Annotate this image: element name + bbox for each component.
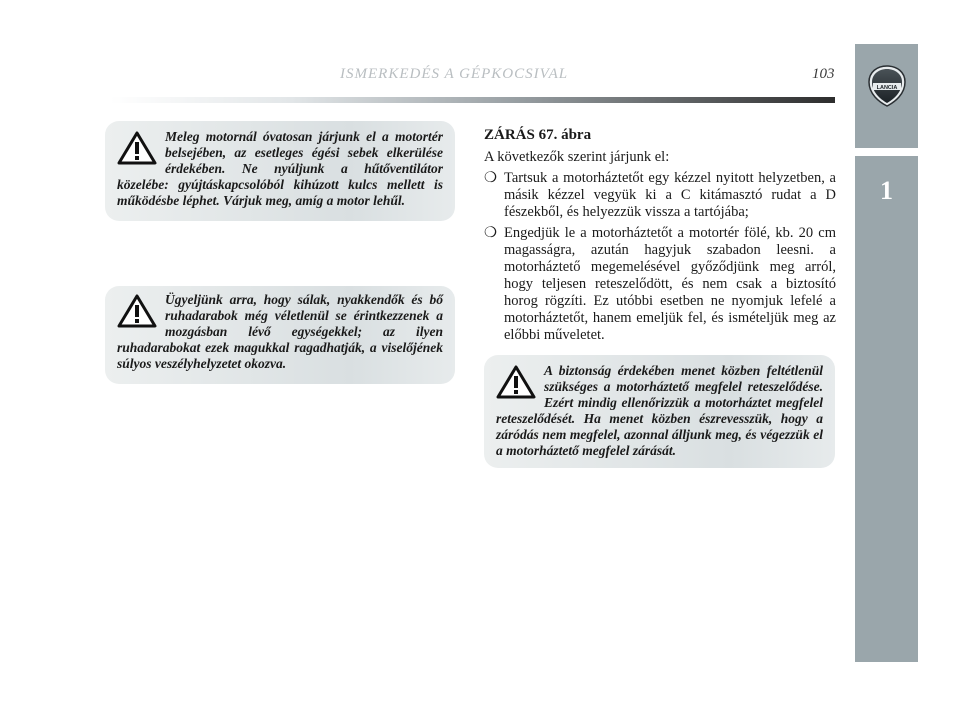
svg-text:LANCIA: LANCIA (876, 85, 898, 91)
warning-text: A biztonság érdekében menet közben feltétlenül szükséges a motorháztető megfelel reteszelődése. Ezért mindig ellenőrizzük a motorháztet megfelel reteszelődését. Ha menet közben észrevesszük, hogy a záródás nem megfelel, azonnal álljunk meg, és végezzük el a motorháztető megfelel zárását. (496, 363, 823, 458)
lancia-shield-icon (867, 64, 907, 108)
warning-triangle-icon (117, 131, 157, 165)
warning-box-hood-latch (484, 355, 835, 468)
steps-list (484, 170, 836, 348)
bullet-circle-icon: ❍ (484, 170, 497, 186)
tab-divider (855, 148, 918, 156)
warning-triangle-icon (496, 365, 536, 399)
bullet-circle-icon: ❍ (484, 225, 497, 241)
warning-box-hot-engine (105, 121, 455, 221)
warning-box-loose-clothing (105, 286, 455, 384)
step-text: Engedjük le a motorháztetőt a motortér fölé, kb. 20 cm magasságra, azután hagyjuk szabadon leesni. a motorháztető megemelésével győződjünk meg arról, hogy teljesen reteszelődött, és nem csak a biztosító horog rögzíti. Ez utóbbi esetben ne nyomjuk lefelé a motorháztetőt, hanem emeljük fel, és ismételjük meg az előbbi műveletet. (504, 225, 836, 343)
section-title: ZÁRÁS 67. ábra (484, 127, 592, 143)
warning-triangle-icon (117, 294, 157, 328)
section-intro: A következők szerint járjunk el: (484, 149, 670, 165)
chapter-tab (855, 44, 918, 662)
warning-text: Meleg motornál óvatosan járjunk el a motortér belsejében, az esetleges égési sebek elkerülése érdekében. Ne nyúljunk a hűtőventilátor közelébe: gyújtáskapcsolóból kihúzott kulcs mellett is működésbe léphet. Várjuk meg, amíg a motor lehűl. (117, 129, 443, 208)
warning-text: Ügyeljünk arra, hogy sálak, nyakkendők és bő ruhadarabok még véletlenül se érintkezzenek a mozgásban lévő egységekkel; az ilyen ruhadarabokat ezek magukkal ragadhatják, a viselőjének súlyos veszélyhelyzetet okozva. (117, 292, 443, 371)
header-rule (110, 97, 835, 103)
step-text: Tartsuk a motorháztetőt egy kézzel nyitott helyzetben, a másik kézzel vegyük ki a C kitámasztó rudat a D fészekből, és helyezzük vissza a tartójába; (504, 170, 836, 220)
chapter-number: 1 (880, 176, 893, 205)
page-number: 103 (812, 66, 835, 82)
list-item (484, 225, 836, 344)
running-header-title: ISMERKEDÉS A GÉPKOCSIVAL (340, 66, 569, 82)
list-item (484, 170, 836, 221)
